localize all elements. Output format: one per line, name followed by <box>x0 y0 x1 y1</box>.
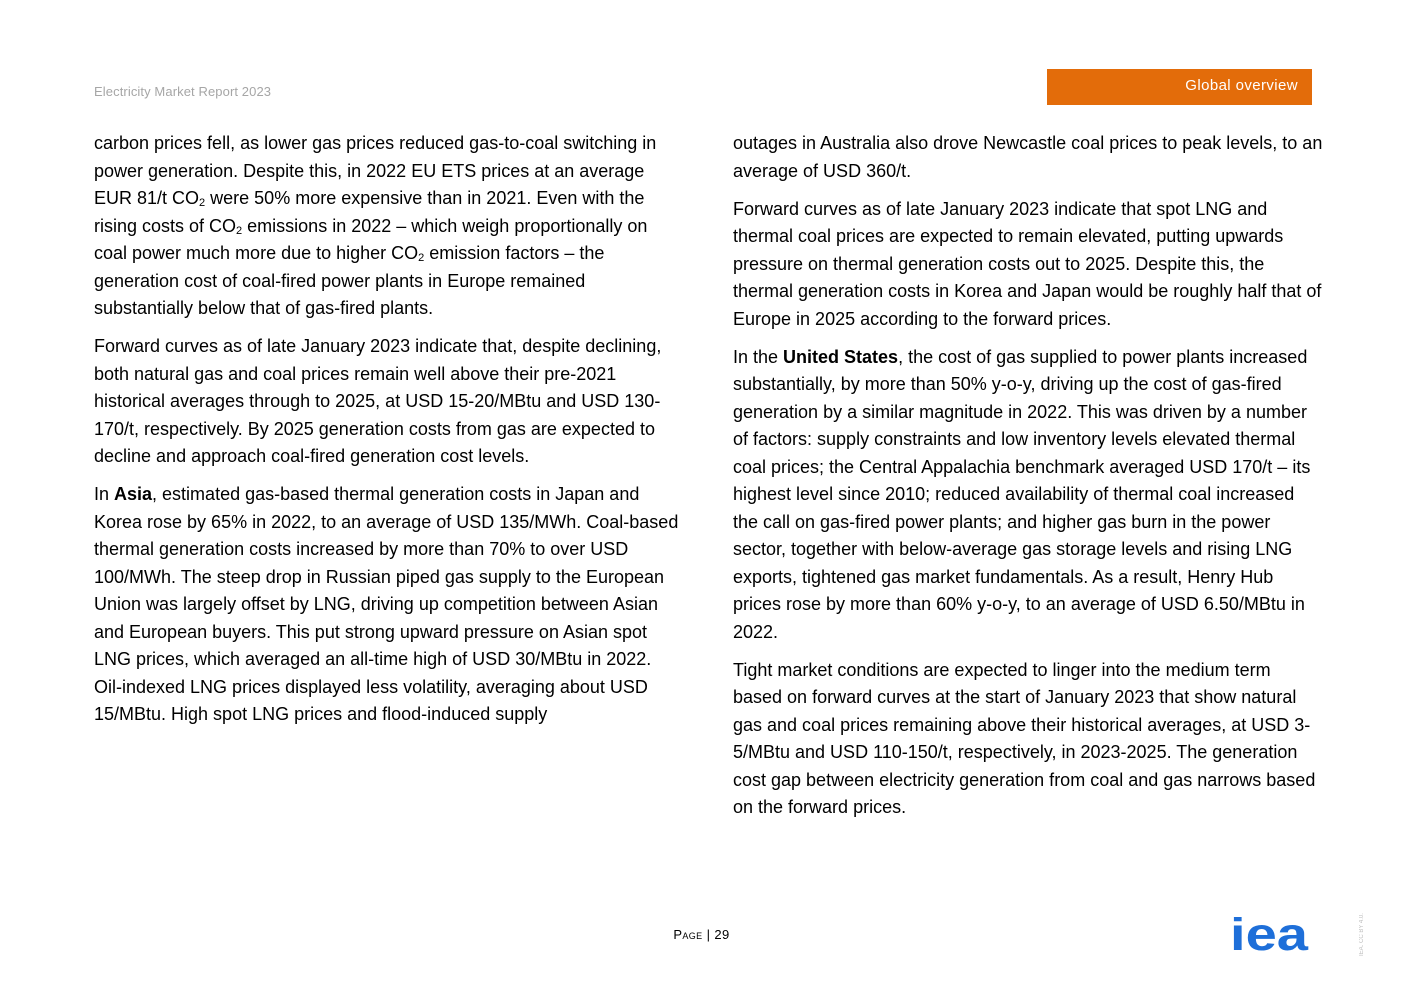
page-number: Page | 29 <box>673 927 730 942</box>
report-title: Electricity Market Report 2023 <box>94 84 272 99</box>
paragraph: In Asia, estimated gas-based thermal generation costs in Japan and Korea rose by 65% in 2022, to an average of USD 135/MWh. Coal-based thermal generation costs increased by more than 70% to over USD 100/MWh. The steep drop in Russian piped gas supply to the European Union was largely offset by LNG, driving up competition between Asian and European buyers. This put strong upward pressure on Asian spot LNG prices, which averaged an all-time high of USD 30/MBtu in 2022. Oil-indexed LNG prices displayed less volatility, averaging about USD 15/MBtu. High spot LNG prices and flood-induced supply <box>94 484 679 724</box>
license-notice: IEA. CC BY 4.0. <box>1359 913 1365 956</box>
svg-text:iea: iea <box>1230 917 1309 953</box>
right-column <box>733 130 1323 832</box>
paragraph: Tight market conditions are expected to linger into the medium term based on forward curves at the start of January 2023 that show natural gas and coal prices remaining above their historical averages, at USD 3-5/MBtu and USD 110-150/t, respectively, in 2023-2025. The generation cost gap between electricity generation from coal and gas narrows based on the forward prices. <box>733 659 1316 817</box>
region-united-states: United States <box>783 346 899 367</box>
paragraph: Forward curves as of late January 2023 indicate that, despite declining, both natural gas and coal prices remain well above their pre-2021 historical averages through to 2025, at USD 15-20/MBtu and USD 130-170/t, respectively. By 2025 generation costs from gas are expected to decline and approach coal-fired generation cost levels. <box>94 336 662 466</box>
paragraph: In the United States, the cost of gas supplied to power plants increased substantially, by more than 50% y-o-y, driving up the cost of gas-fired generation by a similar magnitude in 2022. This was driven by a number of factors: supply constraints and low inventory levels elevated thermal coal prices; the Central Appalachia benchmark averaged USD 170/t – its highest level since 2010; reduced availability of thermal coal increased the call on gas-fired power plants; and higher gas burn in the power sector, together with below-average gas storage levels and rising LNG exports, tightened gas market fundamentals. As a result, Henry Hub prices rose by more than 60% y-o-y, to an average of USD 6.50/MBtu in 2022. <box>733 346 1311 642</box>
region-asia: Asia <box>114 484 153 504</box>
paragraph: carbon prices fell, as lower gas prices reduced gas-to-coal switching in power generation. Despite this, in 2022 EU ETS prices at an average EUR 81/t $CO_2$ were 50% more expensive than in 2021. Even with the rising costs of $CO_2$ emissions in 2022 – which weigh proportionally on coal power much more due to higher $CO_2$ emission factors – the generation cost of coal-fired power plants in Europe remained substantially below that of gas-fired plants. <box>94 133 657 318</box>
paragraph: outages in Australia also drove Newcastle coal prices to peak levels, to an average of USD 360/t. <box>733 133 1323 181</box>
left-column <box>94 130 684 739</box>
section-tab <box>1047 69 1312 105</box>
section-tab-label: Global overview <box>1185 77 1298 94</box>
iea-logo <box>1230 917 1310 953</box>
paragraph: Forward curves as of late January 2023 indicate that spot LNG and thermal coal prices are expected to remain elevated, putting upwards pressure on thermal generation costs out to 2025. Despite this, the thermal generation costs in Korea and Japan would be roughly half that of Europe in 2025 according to the forward prices. <box>733 198 1322 329</box>
